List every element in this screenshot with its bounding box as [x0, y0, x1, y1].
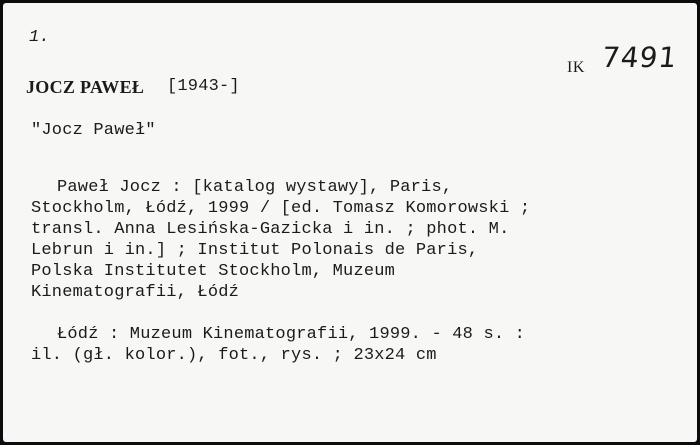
- description-line: Polska Institutet Stockholm, Muzeum: [31, 262, 396, 281]
- catalog-card: [3, 3, 697, 442]
- description-line: Lebrun i in.] ; Institut Polonais de Paris,: [31, 241, 479, 260]
- heading-author-name: JOCZ PAWEŁ: [26, 77, 145, 97]
- imprint-line: Łódź : Muzeum Kinematografii, 1999. - 48 s. :: [57, 325, 526, 344]
- physical-description-line: il. (gł. kolor.), fot., rys. ; 23x24 cm: [31, 346, 437, 365]
- alternate-title: "Jocz Paweł": [31, 121, 156, 140]
- description-line: transl. Anna Lesińska-Gazicka i in. ; phot. M.: [31, 220, 510, 239]
- signature-prefix: IK: [567, 59, 585, 76]
- card-number: 1.: [29, 28, 50, 47]
- signature-number-handwritten: 7491: [600, 41, 680, 74]
- description-line: Kinematografii, Łódź: [31, 283, 240, 302]
- heading-author-dates: [1943-]: [167, 77, 240, 96]
- description-line: Stockholm, Łódź, 1999 / [ed. Tomasz Komorowski ;: [31, 199, 531, 218]
- description-line: Paweł Jocz : [katalog wystawy], Paris,: [57, 178, 453, 197]
